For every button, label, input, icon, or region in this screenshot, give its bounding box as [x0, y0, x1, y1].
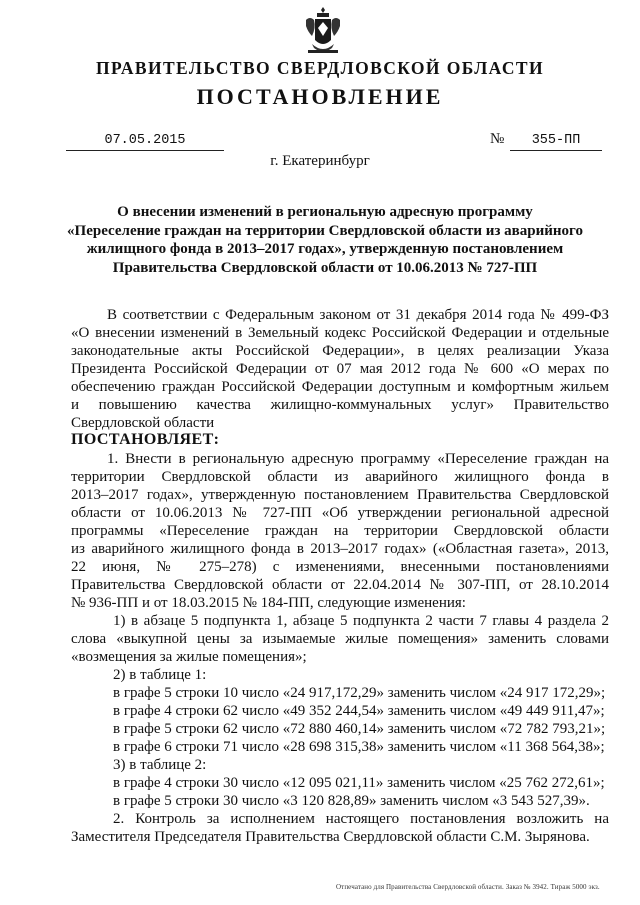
body-line: из аварийного жилищного фонда в 2013–2017 годах» («Областная газета», 2013, — [71, 541, 609, 557]
body-line: в графе 5 строки 10 число «24 917,172,29» заменить числом «24 917 172,29»; — [113, 685, 606, 701]
document-date: 07.05.2015 — [66, 133, 224, 151]
title-line: жилищного фонда в 2013–2017 годах», утвержденную постановлением — [86, 241, 564, 257]
print-footer: Отпечатано для Правительства Свердловской области. Заказ № 3942. Тираж 5000 экз. — [336, 883, 600, 891]
document-type: ПОСТАНОВЛЕНИЕ — [196, 84, 444, 109]
body-line: слова «выкупной цены за изымаемые жилые помещения» заменить словами — [71, 631, 609, 647]
body-line: в графе 4 строки 62 число «49 352 244,54» заменить числом «49 449 911,47»; — [113, 703, 605, 719]
number-label: № — [490, 131, 505, 147]
government-name: ПРАВИТЕЛЬСТВО СВЕРДЛОВСКОЙ ОБЛАСТИ — [96, 58, 544, 78]
body-line: 2013–2017 годах», утвержденную постановлением Правительства Свердловской — [71, 487, 609, 503]
body-line: в графе 4 строки 30 число «12 095 021,11» заменить числом «25 762 272,61»; — [113, 775, 605, 791]
preamble-line: Президента Российской Федерации от 07 мая 2012 года № 600 «О мерах по — [71, 361, 609, 377]
preamble-line: В соответствии с Федеральным законом от 31 декабря 2014 года № 499-ФЗ — [107, 307, 609, 323]
body-line: 1. Внести в региональную адресную программу «Переселение граждан на — [107, 451, 609, 467]
city: г. Екатеринбург — [270, 153, 370, 169]
preamble-line: «О внесении изменений в Земельный кодекс Российской Федерации и отдельные — [71, 325, 609, 341]
body-line: территории Свердловской области из аварийного жилищного фонда в — [71, 469, 609, 485]
body-line: 22 июня, № 275–278) с изменениями, внесенными постановлениями — [71, 559, 609, 575]
preamble-line: законодательные акты Российской Федерации», в целях реализации Указа — [71, 343, 609, 359]
body-line: Заместителя Председателя Правительства Свердловской области С.М. Зырянова. — [71, 829, 590, 845]
body-line: 2. Контроль за исполнением настоящего постановления возложить на — [113, 811, 609, 827]
body-line: в графе 5 строки 62 число «72 880 460,14» заменить числом «72 782 793,21»; — [113, 721, 606, 737]
title-line: О внесении изменений в региональную адресную программу — [117, 204, 533, 220]
body-line: 1) в абзаце 5 подпункта 1, абзаце 5 подпункта 2 части 7 главы 4 раздела 2 — [113, 613, 609, 629]
preamble-line: Свердловской области — [71, 415, 215, 431]
coat-of-arms-icon — [304, 6, 342, 56]
body-line: № 936-ПП и от 18.03.2015 № 184-ПП, следующие изменения: — [71, 595, 466, 611]
body-line: Правительства Свердловской области от 22.04.2014 № 307-ПП, от 28.10.2014 — [71, 577, 609, 593]
body-line: «возмещения за жилые помещения»; — [71, 649, 307, 665]
decree-word: ПОСТАНОВЛЯЕТ: — [71, 431, 220, 448]
preamble-line: обеспечению граждан Российской Федерации доступным и комфортным жильем — [71, 379, 609, 395]
document-title — [60, 203, 590, 277]
body-line: 2) в таблице 1: — [113, 667, 207, 683]
body-line: 3) в таблице 2: — [113, 757, 207, 773]
title-line: Правительства Свердловской области от 10.06.2013 № 727-ПП — [112, 259, 538, 276]
document-number: 355-ПП — [510, 133, 602, 151]
body-line: в графе 6 строки 71 число «28 698 315,38» заменить числом «11 368 564,38»; — [113, 739, 605, 755]
body-line: области от 10.06.2013 № 727-ПП «Об утверждении региональной адресной — [71, 505, 609, 521]
body-line: программы «Переселение граждан на территории Свердловской области — [71, 523, 609, 539]
preamble-line: и повышению качества жилищно-коммунальных услуг» Правительство — [71, 397, 609, 413]
body-line: в графе 5 строки 30 число «3 120 828,89» заменить числом «3 543 527,39». — [113, 793, 590, 809]
title-line: «Переселение граждан на территории Свердловской области из аварийного — [67, 222, 583, 239]
